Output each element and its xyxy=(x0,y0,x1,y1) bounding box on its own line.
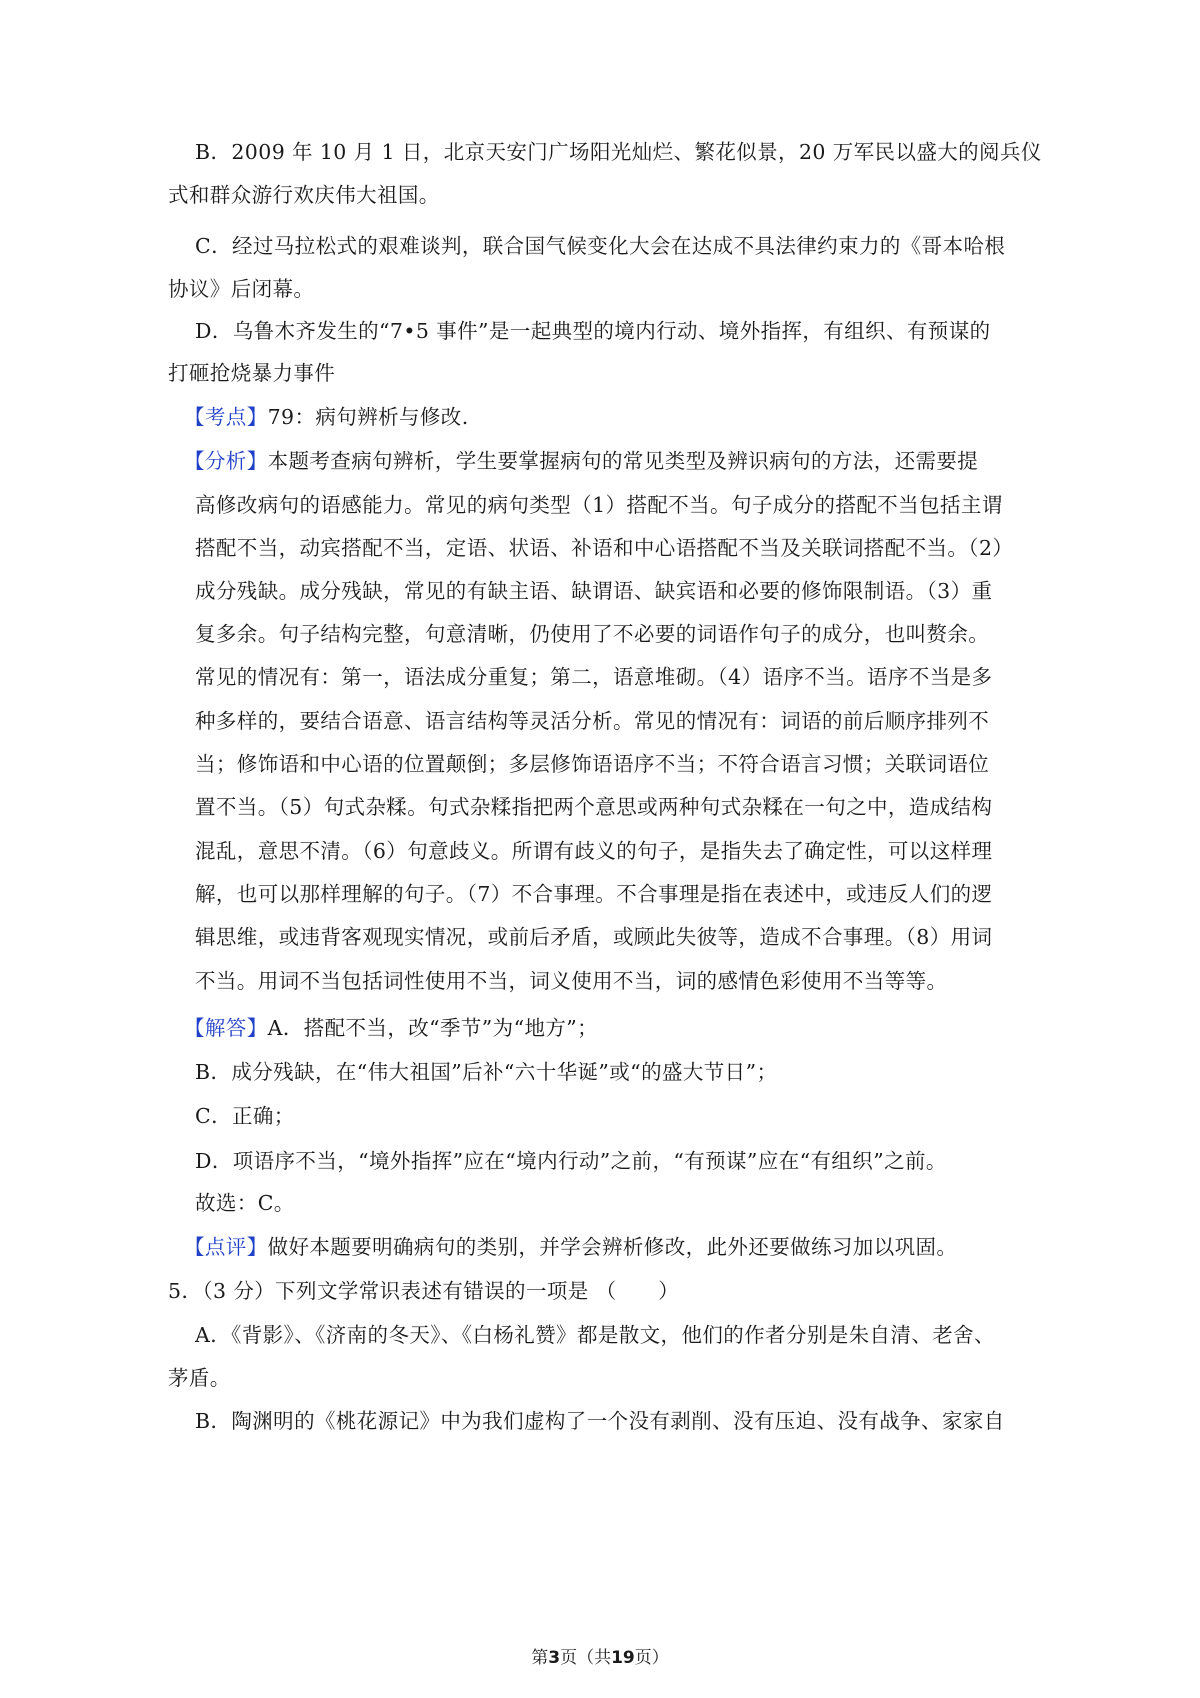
question-5-stem: 5．（3 分）下列文学常识表述有错误的一项是 （ ） xyxy=(168,1279,680,1303)
fenxi-line-3: 搭配不当，动宾搭配不当，定语、状语、补语和中心语搭配不当及关联词搭配不当。（2） xyxy=(195,536,1014,560)
dianping-line xyxy=(184,1232,957,1262)
fenxi-line-2: 高修改病句的语感能力。常见的病句类型（1）搭配不当。句子成分的搭配不当包括主谓 xyxy=(195,493,1003,517)
fenxi-line-12: 辑思维，或违背客观现实情况，或前后矛盾，或顾此失彼等，造成不合事理。（8）用词 xyxy=(195,925,993,949)
kaodian-text: 79：病句辨析与修改. xyxy=(267,405,469,429)
option-c-line-2: 协议》后闭幕。 xyxy=(168,277,315,301)
option-c-line-1: C．经过马拉松式的艰难谈判，联合国气候变化大会在达成不具法律约束力的《哥本哈根 xyxy=(195,234,1006,258)
jieda-line-1 xyxy=(184,1013,598,1043)
fenxi-line-1 xyxy=(184,446,978,476)
fenxi-line-13: 不当。用词不当包括词性使用不当，词义使用不当，词的感情色彩使用不当等等。 xyxy=(195,969,948,993)
fenxi-line-8: 当；修饰语和中心语的位置颠倒；多层修饰语语序不当；不符合语言习惯；关联词语位 xyxy=(195,752,990,776)
fenxi-line-4: 成分残缺。成分残缺，常见的有缺主语、缺谓语、缺宾语和必要的修饰限制语。（3）重 xyxy=(195,579,993,603)
page-footer xyxy=(0,1646,1200,1670)
footer-suffix: 页） xyxy=(634,1648,669,1668)
fenxi-line-11: 解，也可以那样理解的句子。（7）不合事理。不合事理是指在表述中，或违反人们的逻 xyxy=(195,882,993,906)
jieda-text-1: A．搭配不当，改“季节”为“地方”； xyxy=(267,1016,599,1040)
option-d-line-2: 打砸抢烧暴力事件 xyxy=(168,361,336,385)
question-5-option-a-line-2: 茅盾。 xyxy=(168,1366,231,1390)
fenxi-line-10: 混乱，意思不清。（6）句意歧义。所谓有歧义的句子，是指失去了确定性，可以这样理 xyxy=(195,839,993,863)
jieda-line-4: D．项语序不当，“境外指挥”应在“境内行动”之前，“有预谋”应在“有组织”之前。 xyxy=(195,1149,947,1173)
dianping-text: 做好本题要明确病句的类别，并学会辨析修改，此外还要做练习加以巩固。 xyxy=(267,1235,958,1259)
jieda-line-5: 故选：C。 xyxy=(195,1191,295,1215)
footer-page-number: 3 xyxy=(548,1648,561,1668)
kaodian-tag: 【考点】 xyxy=(184,405,268,429)
option-b-line-2: 式和群众游行欢庆伟大祖国。 xyxy=(168,183,440,207)
fenxi-line-5: 复多余。句子结构完整，句意清晰，仍使用了不必要的词语作句子的成分，也叫赘余。 xyxy=(195,622,990,646)
footer-prefix: 第 xyxy=(531,1648,549,1668)
jieda-tag: 【解答】 xyxy=(184,1016,268,1040)
fenxi-tag: 【分析】 xyxy=(184,449,268,473)
footer-mid: 页（共 xyxy=(560,1648,612,1668)
jieda-line-2: B．成分残缺，在“伟大祖国”后补“六十华诞”或“的盛大节日”； xyxy=(195,1060,778,1084)
dianping-tag: 【点评】 xyxy=(184,1235,268,1259)
footer-page-total: 19 xyxy=(611,1648,635,1668)
option-b-line-1: B．2009 年 10 月 1 日，北京天安门广场阳光灿烂、繁花似景，20 万军民以盛大的阅兵仪 xyxy=(195,140,1042,164)
question-5-option-a-line-1: A．《背影》、《济南的冬天》、《白杨礼赞》都是散文，他们的作者分别是朱自清、老舍、 xyxy=(195,1323,995,1347)
jieda-line-3: C．正确； xyxy=(195,1104,295,1128)
fenxi-line-6: 常见的情况有：第一，语法成分重复；第二，语意堆砌。（4）语序不当。语序不当是多 xyxy=(195,665,993,689)
kaodian-line xyxy=(184,402,469,432)
fenxi-text-1: 本题考查病句辨析，学生要掌握病句的常见类型及辨识病句的方法，还需要提 xyxy=(267,449,979,473)
question-5-option-b-line-1: B．陶渊明的《桃花源记》中为我们虚构了一个没有剥削、没有压迫、没有战争、家家自 xyxy=(195,1409,1005,1433)
fenxi-line-9: 置不当。（5）句式杂糅。句式杂糅指把两个意思或两种句式杂糅在一句之中，造成结构 xyxy=(195,795,993,819)
fenxi-line-7: 种多样的，要结合语意、语言结构等灵活分析。常见的情况有：词语的前后顺序排列不 xyxy=(195,709,990,733)
option-d-line-1: D．乌鲁木齐发生的“7•5 事件”是一起典型的境内行动、境外指挥，有组织、有预谋的 xyxy=(195,319,991,343)
